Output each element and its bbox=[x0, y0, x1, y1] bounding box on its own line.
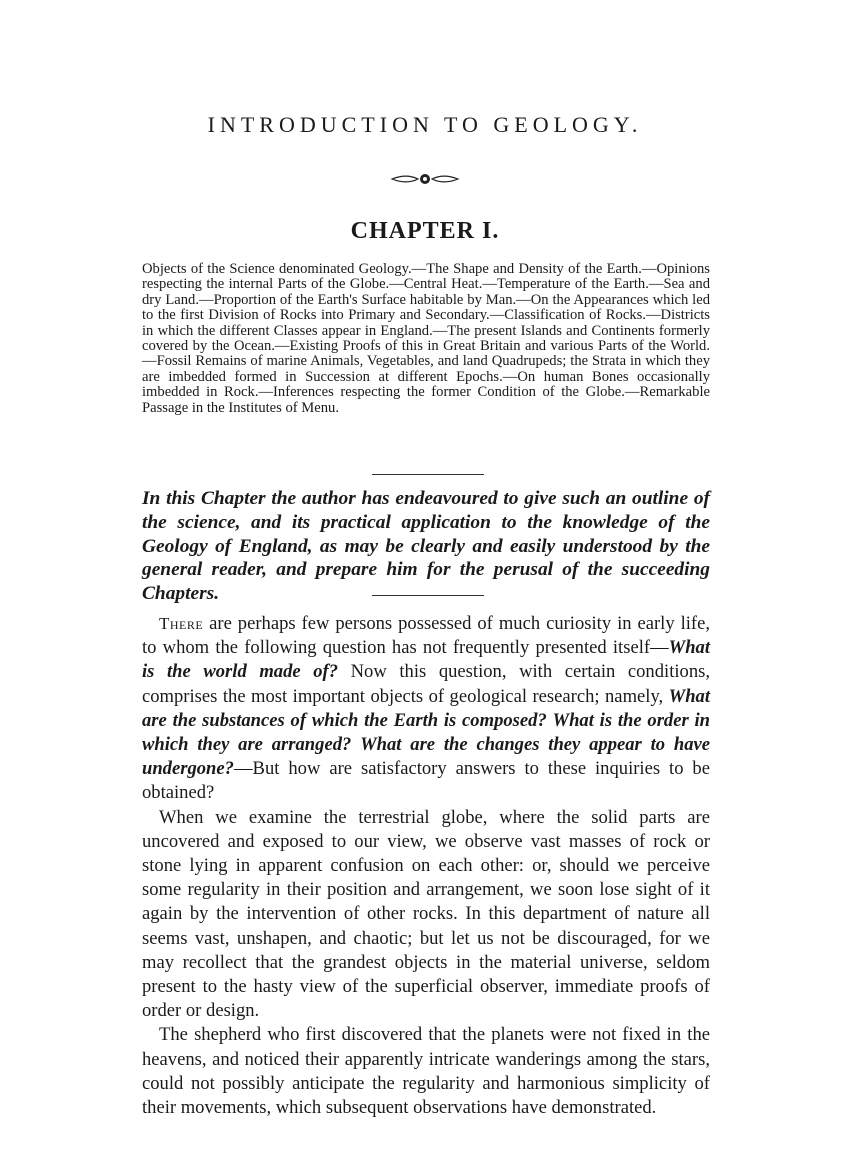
question-1: What is the world made of? bbox=[142, 637, 710, 683]
paragraph-1-text-4 bbox=[351, 734, 360, 755]
divider-rule-bottom bbox=[372, 595, 484, 596]
lead-word: There bbox=[159, 614, 204, 633]
paragraph-1-text-2: Now this question, with certain conditions, comprises the most important objects of geological research; namely, bbox=[142, 661, 711, 707]
question-4: What are the changes they appear to have undergone? bbox=[142, 734, 711, 780]
paragraph-1-text-1: are perhaps few persons possessed of much curiosity in early life, to whom the following question has not frequently presented itself— bbox=[142, 613, 710, 659]
paragraph-1-text-5: —But how are satisfactory answers to these inquiries to be obtained? bbox=[142, 758, 710, 804]
question-3: What is the order in which they are arranged? bbox=[142, 709, 711, 756]
chapter-summary: In this Chapter the author has endeavoured to give such an outline of the science, and its practical application to the knowledge of the Geology of England, as may be clearly and easily understood by the general reader, and prepare him for the perusal of the succeeding Chapters. bbox=[142, 488, 710, 605]
question-2: What are the substances of which the Earth is composed? bbox=[142, 685, 710, 731]
ornament-flourish-icon bbox=[390, 172, 460, 186]
paragraph-1 bbox=[142, 612, 710, 806]
divider-rule-top bbox=[372, 474, 484, 475]
chapter-heading: CHAPTER I. bbox=[350, 218, 500, 244]
paragraph-2: When we examine the terrestrial globe, where the solid parts are uncovered and exposed to our view, we observe vast masses of rock or stone lying in apparent confusion on each other: or, should we perceive some regularity in their position and arrangement, we soon lose sight of it again by the intervention of other rocks. In this department of nature all seems vast, unshapen, and chaotic; but let us not be discouraged, for we may recollect that the grandest objects in the material universe, seldom present to the hasty view of the superficial observer, immediate proofs of order or design. bbox=[142, 806, 710, 1022]
running-title: INTRODUCTION TO GEOLOGY. bbox=[207, 112, 643, 137]
chapter-synopsis: Objects of the Science denominated Geology.—The Shape and Density of the Earth.—Opinions respecting the internal Parts of the Globe.—Central Heat.—Temperature of the Earth.—Sea and dry Land.—Proportion of the Earth's Surface habitable by Man.—On the Appearances which led to the first Division of Rocks into Primary and Secondary.—Classification of Rocks.—Districts in which the different Classes appear in England.—The present Islands and Continents formerly covered by the Ocean.—Existing Proofs of this in Great Britain and various Parts of the World.—Fossil Remains of marine Animals, Vegetables, and land Quadrupeds; the Strata in which they are imbedded formed in Succession at different Epochs.—On human Bones occasionally imbedded in Rock.—Inferences respecting the former Condition of the Globe.—Remarkable Passage in the Institutes of Menu. bbox=[142, 261, 710, 416]
paragraph-3: The shepherd who first discovered that the planets were not fixed in the heavens, and noticed their apparently intricate wanderings among the stars, could not possibly anticipate the regularity and harmonious simplicity of their movements, which subsequent observations have demonstrated. bbox=[142, 1024, 710, 1119]
body-text bbox=[142, 612, 710, 1120]
